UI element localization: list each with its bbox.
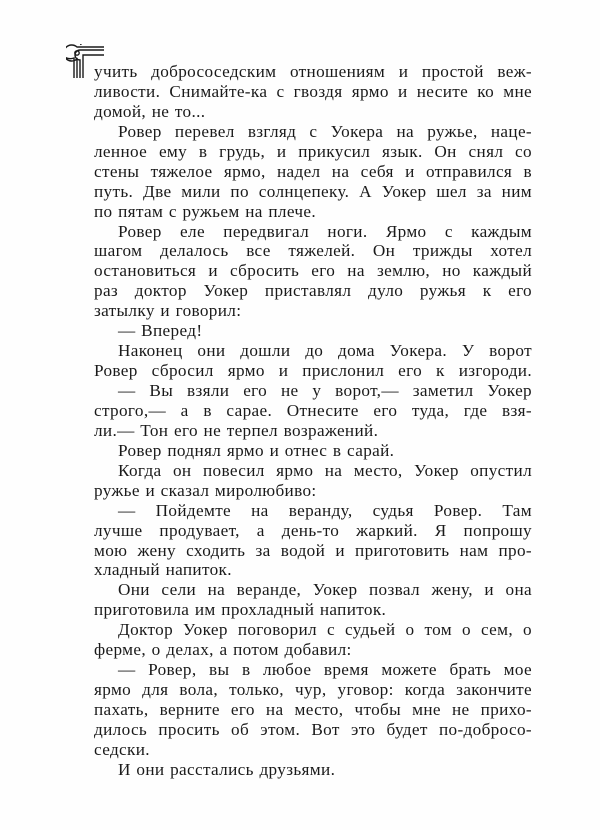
- text-line: лучше продувает, а день-то жаркий. Я попрошу: [94, 520, 532, 540]
- text-line: шагом делалось все тяжелей. Он трижды хотел: [94, 241, 532, 261]
- text-line: хладный напиток.: [94, 560, 232, 580]
- text-line: — Пойдемте на веранду, судья Ровер. Там: [118, 500, 532, 520]
- text-line: И они расстались друзьями.: [118, 759, 336, 779]
- text-line: затылку и говорил:: [94, 301, 242, 321]
- text-line: — Ровер, вы в любое время можете брать мое: [118, 660, 532, 680]
- text-line: ярмо для вола, только, чур, уговор: когда закончите: [94, 680, 532, 700]
- text-line: строго,— а в сарае. Отнесите его туда, где взя-: [94, 400, 532, 420]
- story-text: [94, 62, 532, 780]
- text-line: ленное ему в грудь, и прикусил язык. Он снял со: [94, 141, 532, 161]
- text-line: ливости. Снимайте-ка с гвоздя ярмо и несите ко мне: [94, 81, 532, 101]
- text-line: мою жену сходить за водой и приготовить нам про-: [94, 540, 532, 560]
- text-line: Доктор Уокер поговорил с судьей о том о сем, о: [118, 620, 532, 640]
- text-line: ружье и сказал миролюбиво:: [94, 480, 317, 500]
- text-line: дилось просить об этом. Вот это будет по-добросо-: [94, 719, 532, 739]
- text-line: пахать, верните его на место, чтобы мне не прихо-: [94, 700, 532, 719]
- text-line: Когда он повесил ярмо на место, Уокер опустил: [118, 460, 532, 480]
- text-line: учить добрососедским отношениям и простой веж-: [94, 62, 532, 81]
- text-line: — Вперед!: [118, 321, 203, 341]
- text-line: седски.: [94, 739, 150, 759]
- text-line: путь. Две мили по солнцепеку. А Уокер шел за ним: [94, 181, 532, 201]
- text-line: приготовила им прохладный напиток.: [94, 600, 387, 620]
- text-line: Наконец они дошли до дома Уокера. У ворот: [118, 341, 532, 361]
- text-line: ферме, о делах, а потом добавил:: [94, 640, 352, 660]
- text-line: по пятам с ружьем на плече.: [94, 201, 317, 221]
- text-line: стены тяжелое ярмо, надел на себя и отправился в: [94, 161, 532, 181]
- text-line: Ровер еле передвигал ноги. Ярмо с каждым: [118, 221, 532, 241]
- text-line: раз доктор Уокер приставлял дуло ружья к его: [94, 281, 532, 301]
- text-line: домой, не то...: [94, 101, 206, 121]
- text-line: остановиться и сбросить его на землю, но каждый: [94, 261, 532, 281]
- text-line: Ровер поднял ярмо и отнес в сарай.: [118, 440, 395, 460]
- text-line: Ровер перевел взгляд с Уокера на ружье, наце-: [118, 121, 532, 141]
- text-line: Ровер сбросил ярмо и прислонил его к изгороди.: [94, 361, 532, 381]
- text-line: — Вы взяли его не у ворот,— заметил Уокер: [118, 381, 532, 400]
- text-line: ли.— Тон его не терпел возражений.: [94, 420, 379, 440]
- text-line: Они сели на веранде, Уокер позвал жену, и она: [118, 580, 532, 600]
